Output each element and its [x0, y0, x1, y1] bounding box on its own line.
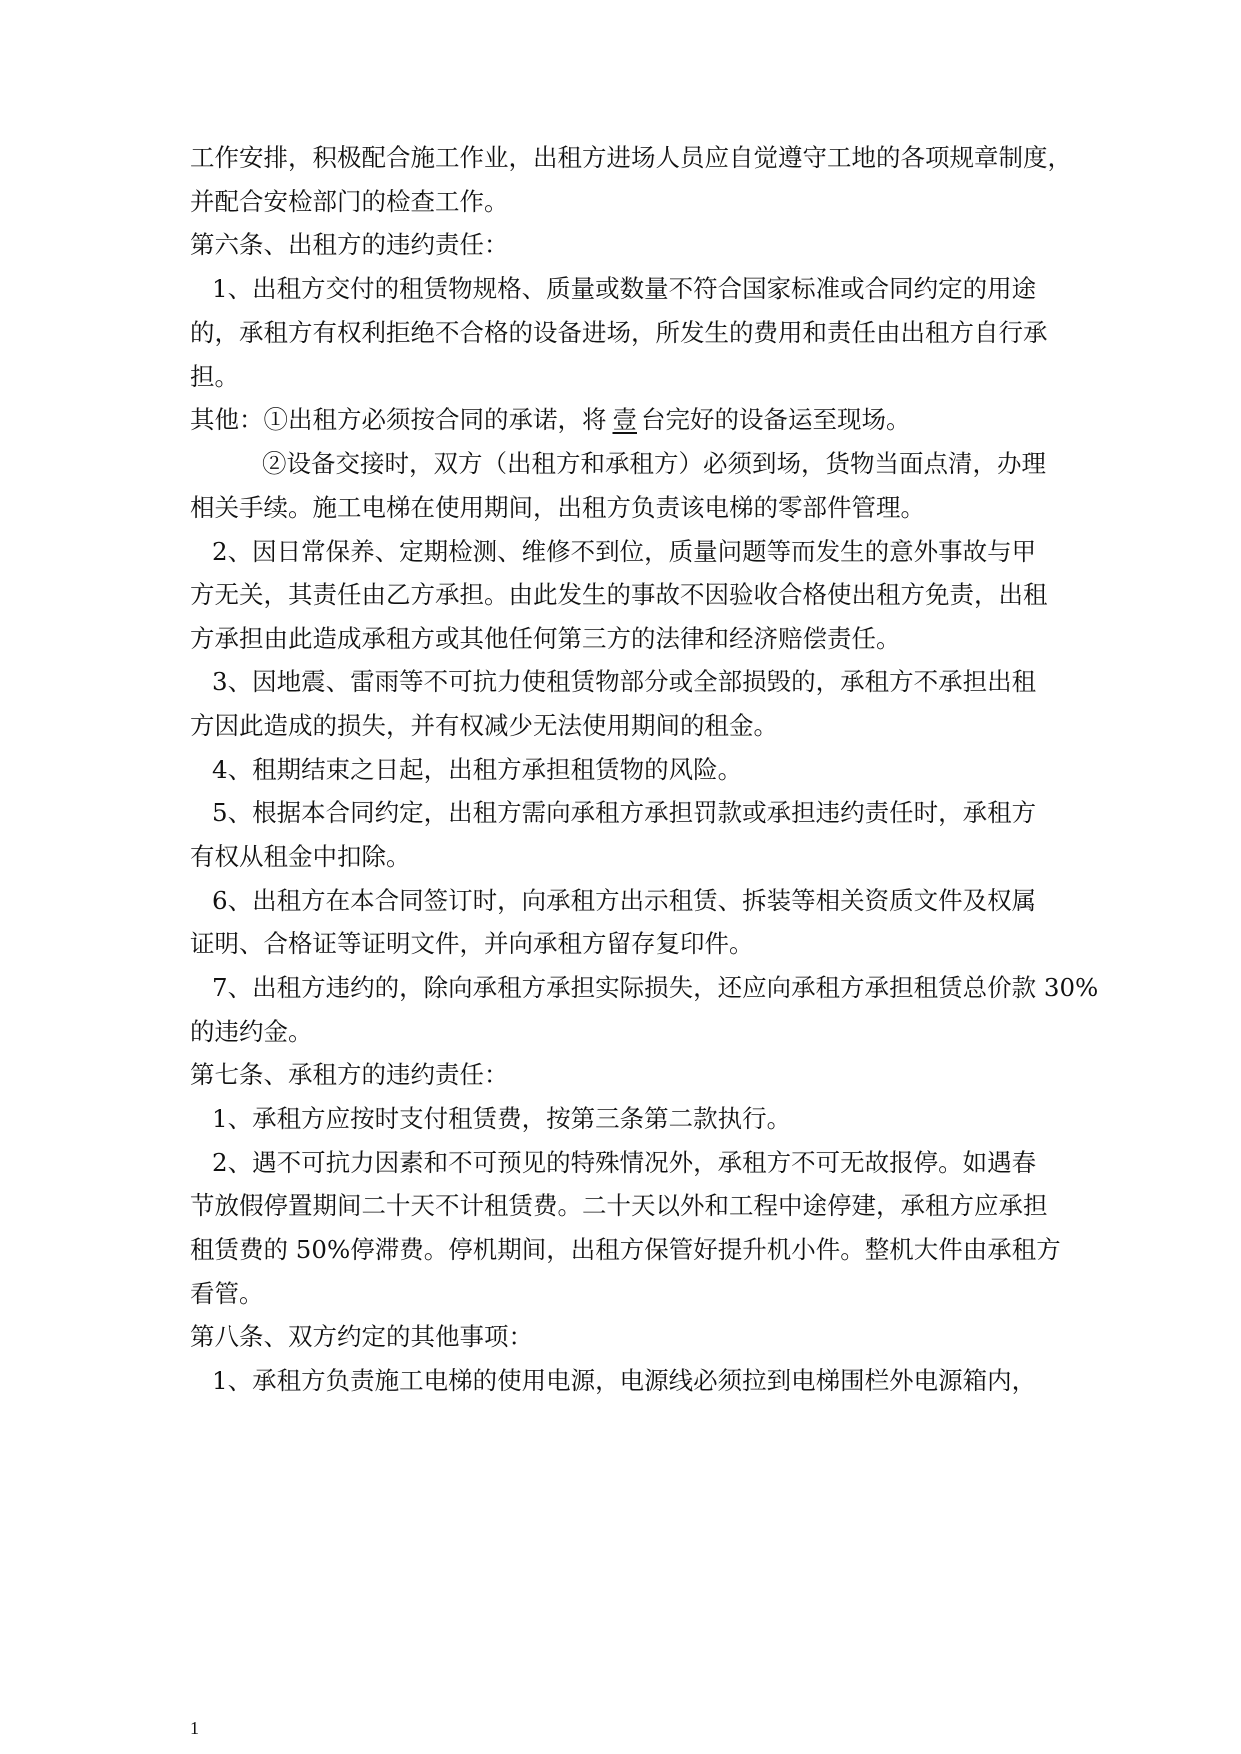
text-line: 方承担由此造成承租方或其他任何第三方的法律和经济赔偿责任。	[190, 624, 901, 653]
text-line: 看管。	[190, 1279, 264, 1308]
section-heading: 第八条、双方约定的其他事项：	[190, 1322, 533, 1351]
text-line: 工作安排，积极配合施工作业，出租方进场人员应自觉遵守工地的各项规章制度，	[190, 143, 1072, 172]
text-line: 4、租期结束之日起，出租方承担租赁物的风险。	[212, 755, 743, 784]
text-line: 并配合安检部门的检查工作。	[190, 187, 509, 216]
text-segment: 台完好的设备运至现场。	[641, 405, 911, 434]
text-line: 5、根据本合同约定，出租方需向承租方承担罚款或承担违约责任时，承租方	[212, 798, 1037, 827]
section-heading: 第六条、出租方的违约责任：	[190, 230, 509, 259]
text-line: 节放假停置期间二十天不计租赁费。二十天以外和工程中途停建，承租方应承担	[190, 1191, 1048, 1220]
text-line: 3、因地震、雷雨等不可抗力使租赁物部分或全部损毁的，承租方不承担出租	[212, 667, 1037, 696]
text-line	[190, 404, 911, 436]
text-line: 2、遇不可抗力因素和不可预见的特殊情况外，承租方不可无故报停。如遇春	[212, 1148, 1037, 1177]
text-line: 方因此造成的损失，并有权减少无法使用期间的租金。	[190, 711, 778, 740]
text-line: 2、因日常保养、定期检测、维修不到位，质量问题等而发生的意外事故与甲	[212, 537, 1037, 566]
text-line: 租赁费的 50%停滞费。停机期间，出租方保管好提升机小件。整机大件由承租方	[190, 1235, 1061, 1264]
text-line: 1、承租方负责施工电梯的使用电源，电源线必须拉到电梯围栏外电源箱内，	[212, 1366, 1037, 1395]
underlined-quantity: 壹	[612, 405, 637, 434]
text-line: 7、出租方违约的，除向承租方承担实际损失，还应向承租方承担租赁总价款 30%	[212, 973, 1099, 1002]
text-line: 证明、合格证等证明文件，并向承租方留存复印件。	[190, 929, 754, 958]
text-line: ②设备交接时，双方（出租方和承租方）必须到场，货物当面点清，办理	[262, 449, 1046, 478]
text-line: 1、出租方交付的租赁物规格、质量或数量不符合国家标准或合同约定的用途	[212, 274, 1037, 303]
text-line: 有权从租金中扣除。	[190, 842, 411, 871]
text-line: 1、承租方应按时支付租赁费，按第三条第二款执行。	[212, 1104, 792, 1133]
text-segment: 其他：①出租方必须按合同的承诺，将	[190, 405, 607, 434]
text-line: 担。	[190, 362, 239, 391]
text-line: 6、出租方在本合同签订时，向承租方出示租赁、拆装等相关资质文件及权属	[212, 886, 1037, 915]
text-line: 的违约金。	[190, 1017, 313, 1046]
text-line: 相关手续。施工电梯在使用期间，出租方负责该电梯的零部件管理。	[190, 493, 925, 522]
text-line: 方无关，其责任由乙方承担。由此发生的事故不因验收合格使出租方免责，出租	[190, 580, 1048, 609]
page-number: 1	[190, 1718, 199, 1738]
text-line: 的，承租方有权利拒绝不合格的设备进场，所发生的费用和责任由出租方自行承	[190, 318, 1048, 347]
section-heading: 第七条、承租方的违约责任：	[190, 1060, 509, 1089]
